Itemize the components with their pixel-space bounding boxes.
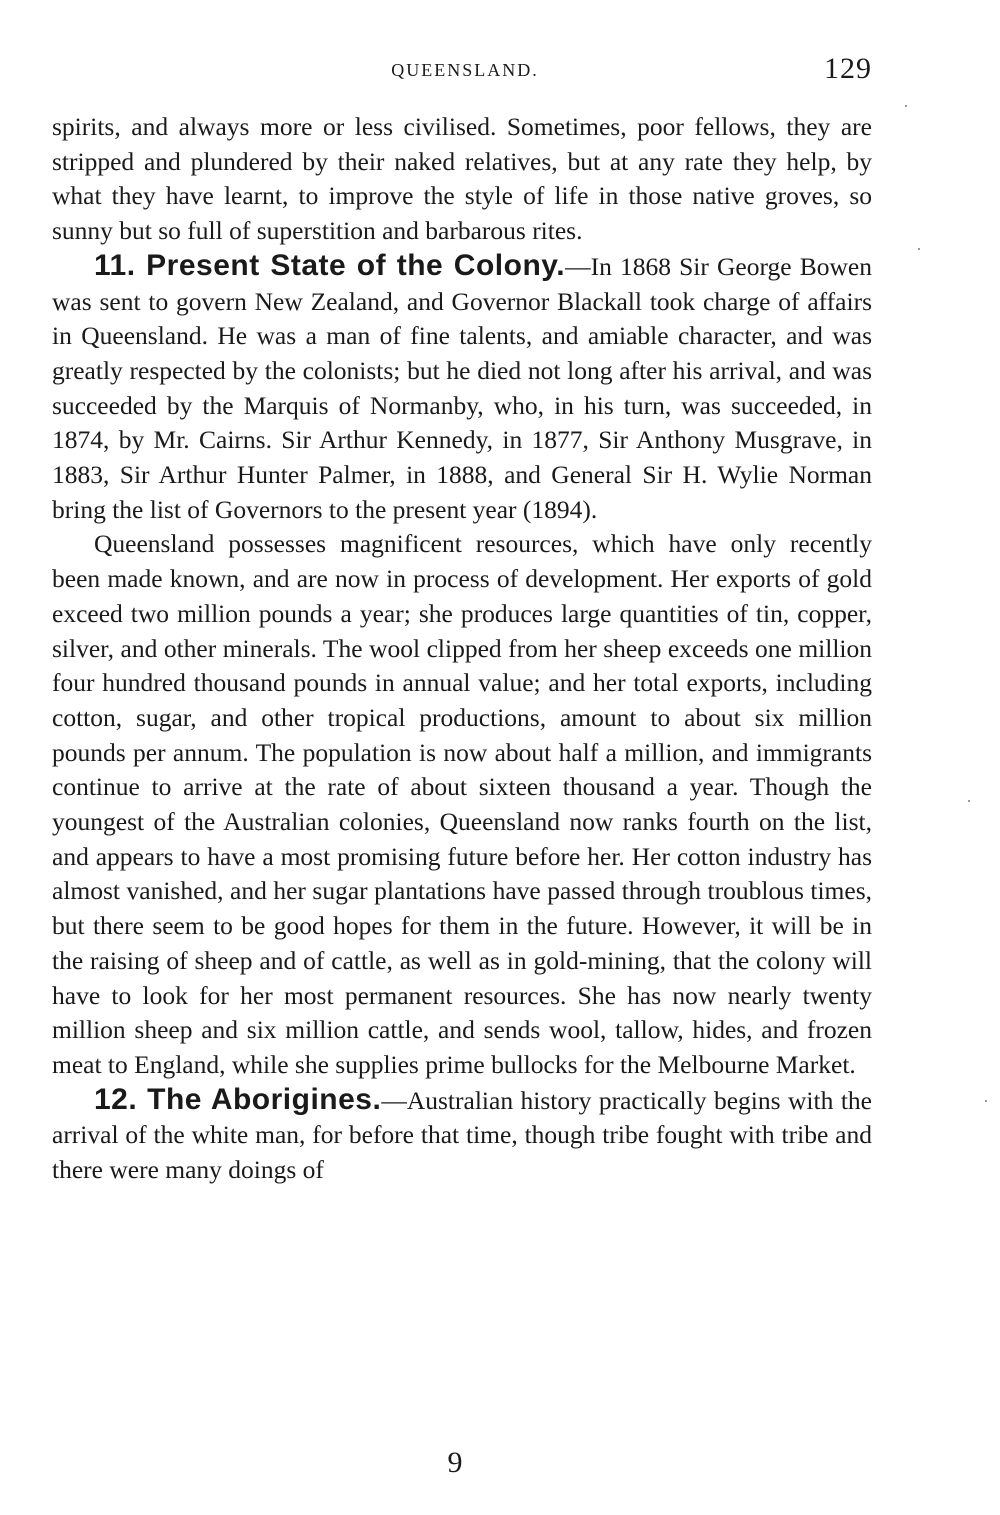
paper-speck: [985, 1100, 987, 1102]
paper-speck: [905, 105, 907, 107]
signature-mark: 9: [447, 1446, 463, 1479]
paper-speck: [918, 248, 920, 250]
paper-speck: [968, 800, 970, 802]
body-text: [52, 110, 872, 1188]
section-heading-present-state: 11. Present State of the Colony.: [94, 248, 566, 282]
section-heading-aborigines: 12. The Aborigines.: [94, 1082, 382, 1116]
paragraph-text: —In 1868 Sir George Bowen was sent to govern New Zealand, and Governor Blackall took charge of affairs in Queensland. He was a man of fine talents, and amiable character, and was greatly respected by the colonists; but he died not long after his arrival, and was succeeded by the Marquis of Normanby, who, in his turn, was succeeded, in 1874, by Mr. Cairns. Sir Arthur Kennedy, in 1877, Sir Anthony Musgrave, in 1883, Sir Arthur Hunter Palmer, in 1888, and General Sir H. Wylie Norman bring the list of Governors to the present year (1894).: [52, 251, 872, 524]
paragraph-section-12: [52, 1083, 872, 1188]
paragraph-resources: [52, 527, 872, 1082]
paragraph-text: Queensland possesses magnificent resources, which have only recently been made known, and are now in process of development. Her exports of gold exceed two million pounds a year; she produces large quantities of tin, copper, silver, and other minerals. The wool clipped from her sheep exceeds one million four hundred thousand pounds in annual value; and her total exports, including cotton, sugar, and other tropical productions, amount to about six million pounds per annum. The population is now about half a million, and immigrants continue to arrive at the rate of about sixteen thousand a year. Though the youngest of the Australian colonies, Queensland now ranks fourth on the list, and appears to have a most promising future before her. Her cotton industry has almost vanished, and her sugar plantations have passed through troublous times, but there seem to be good hopes for them in the future. However, it will be in the raising of sheep and of cattle, as well as in gold-mining, that the colony will have to look for her most permanent resources. She has now nearly twenty million sheep and six million cattle, and sends wool, tallow, hides, and frozen meat to England, while she supplies prime bullocks for the Melbourne Market.: [52, 529, 872, 1079]
page-number: 129: [824, 52, 872, 85]
paragraph-text: spirits, and always more or less civilised. Sometimes, poor fellows, they are stripped and plundered by their naked relatives, but at any rate they help, by what they have learnt, to improve the style of life in those native groves, so sunny but so full of superstition and barbarous rites.: [52, 112, 872, 246]
paragraph-section-11: [52, 249, 872, 528]
paragraph-continuation: [52, 110, 872, 249]
running-head: [0, 52, 1000, 92]
paragraph-text: —Australian history practically begins with the arrival of the white man, for before that time, though tribe fought with tribe and there were many doings of: [52, 1085, 872, 1185]
running-title: QUEENSLAND.: [391, 60, 539, 80]
